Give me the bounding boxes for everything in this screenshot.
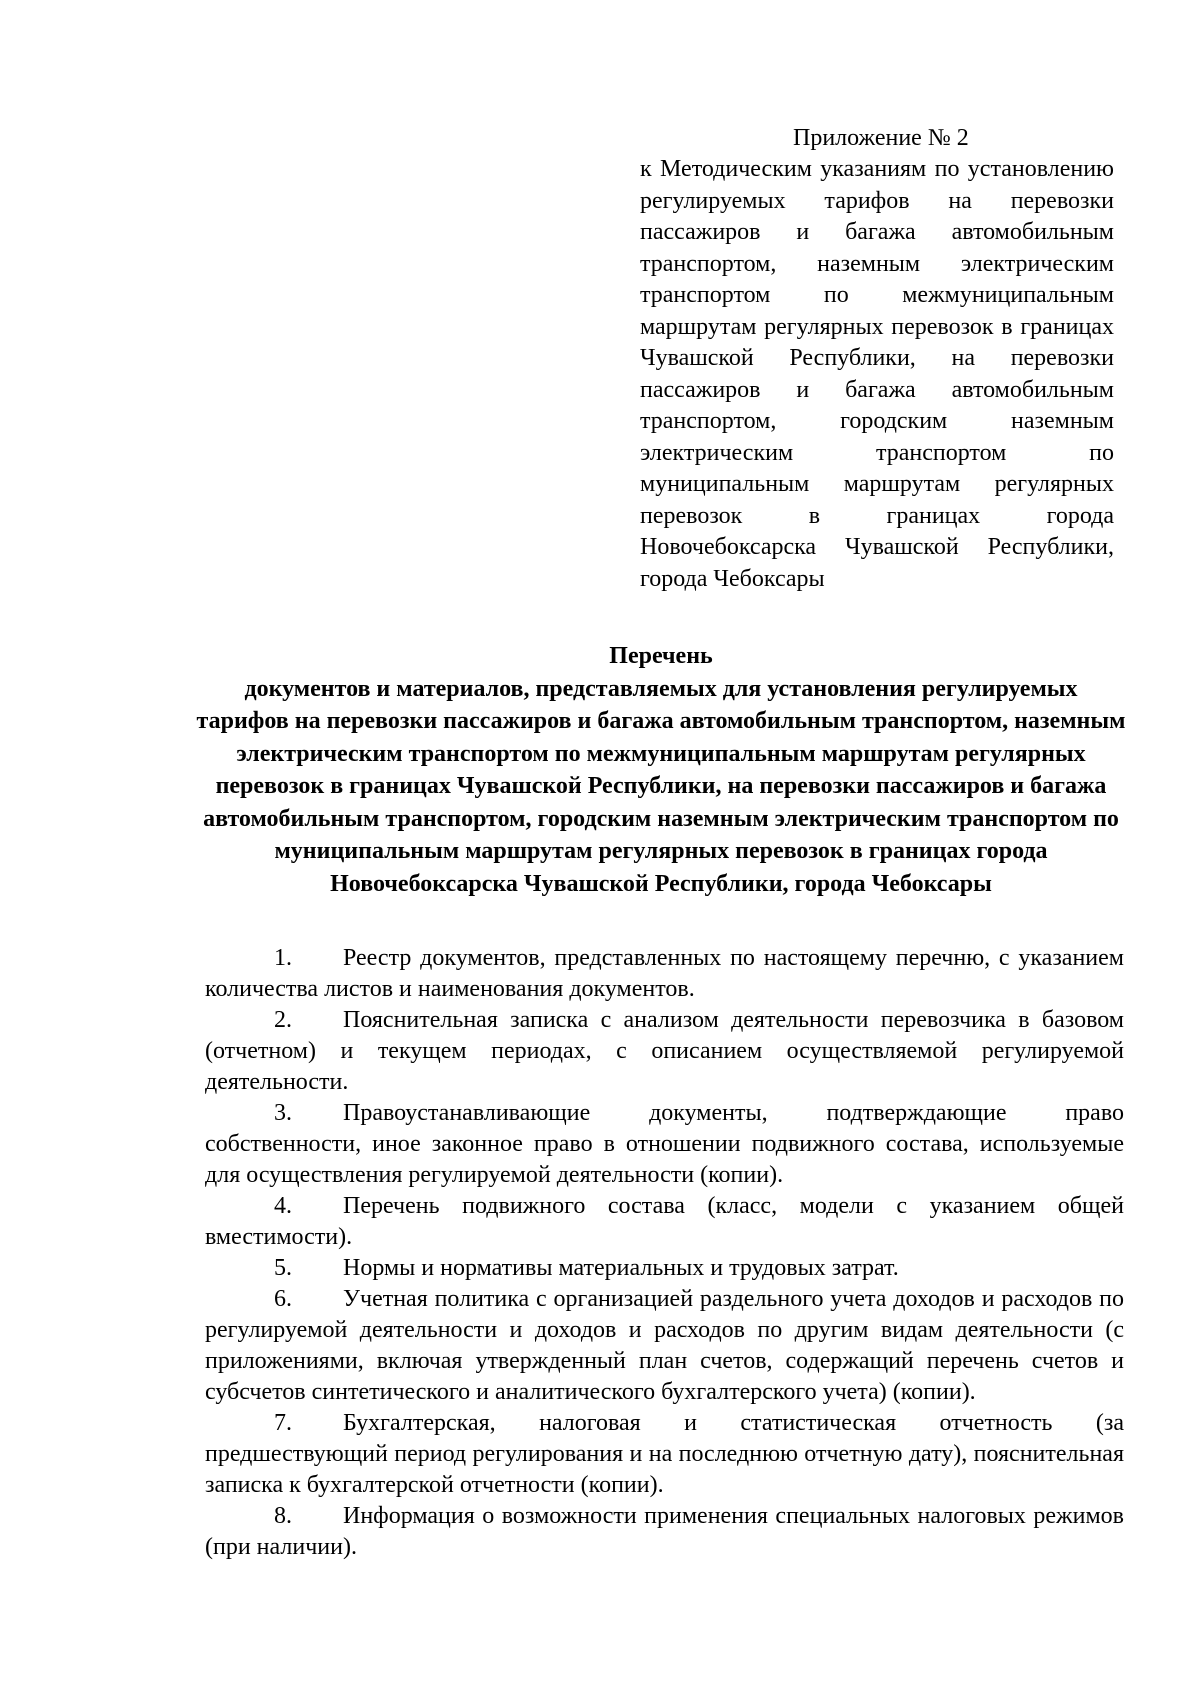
item-number: 6. — [274, 1286, 292, 1312]
list-item — [205, 1284, 1124, 1408]
item-number: 3. — [274, 1100, 292, 1126]
item-number: 5. — [274, 1255, 292, 1281]
document-heading — [196, 640, 1126, 900]
heading-title: Перечень — [609, 643, 713, 669]
list-item — [205, 1253, 1124, 1284]
item-text: Бухгалтерская, налоговая и статистическая отчетность (за предшествующий период регулирования и на последнюю отчетную дату), пояснительная записка к бухгалтерской отчетности (копии). — [205, 1410, 1124, 1498]
list-item — [205, 1501, 1124, 1563]
item-number: 1. — [274, 945, 292, 971]
appendix-label: Приложение № 2 — [793, 125, 969, 151]
item-text: Пояснительная записка с анализом деятельности перевозчика в базовом (отчетном) и текущем периодах, с описанием осуществляемой регулируемой деятельности. — [205, 1007, 1124, 1095]
list-item — [205, 1005, 1124, 1098]
list-item — [205, 1408, 1124, 1501]
item-number: 2. — [274, 1007, 292, 1033]
item-number: 8. — [274, 1503, 292, 1529]
item-number: 4. — [274, 1193, 292, 1219]
item-number: 7. — [274, 1410, 292, 1436]
appendix-text: к Методическим указаниям по установлению регулируемых тарифов на перевозки пассажиров и багажа автомобильным транспортом, наземным электрическим транспортом по межмуниципальным маршрутам регулярных перевозок в границах Чувашской Республики, на перевозки пассажиров и багажа автомобильным транспортом, городским наземным электрическим транспортом по муниципальным маршрутам регулярных перевозок в границах города Новочебоксарска Чувашской Республики, города Чебоксары — [640, 156, 1114, 592]
item-text: Нормы и нормативы материальных и трудовых затрат. — [343, 1255, 899, 1281]
item-text: Информация о возможности применения специальных налоговых режимов (при наличии). — [205, 1503, 1124, 1560]
list-item — [205, 1191, 1124, 1253]
list-item — [205, 943, 1124, 1005]
item-text: Перечень подвижного состава (класс, модели с указанием общей вместимости). — [205, 1193, 1124, 1250]
item-text: Правоустанавливающие документы, подтверждающие право собственности, иное законное право в отношении подвижного состава, используемые для осуществления регулируемой деятельности (копии). — [205, 1100, 1124, 1188]
list-item — [205, 1098, 1124, 1191]
item-text: Учетная политика с организацией раздельного учета доходов и расходов по регулируемой деятельности и доходов и расходов по другим видам деятельности (с приложениями, включая утвержденный план счетов, содержащий перечень счетов и субсчетов синтетического и аналитического бухгалтерского учета) (копии). — [205, 1286, 1124, 1405]
document-list — [205, 943, 1124, 1563]
heading-subtitle: документов и материалов, представляемых для установления регулируемых тарифов на перевозки пассажиров и багажа автомобильным транспортом, наземным электрическим транспортом по межмуниципальным маршрутам регулярных перевозок в границах Чувашской Республики, на перевозки пассажиров и багажа автомобильным транспортом, городским наземным электрическим транспортом по муниципальным маршрутам регулярных перевозок в границах города Новочебоксарска Чувашской Республики, города Чебоксары — [196, 675, 1126, 897]
item-text: Реестр документов, представленных по настоящему перечню, с указанием количества листов и наименования документов. — [205, 945, 1124, 1002]
appendix-block — [640, 122, 1114, 595]
